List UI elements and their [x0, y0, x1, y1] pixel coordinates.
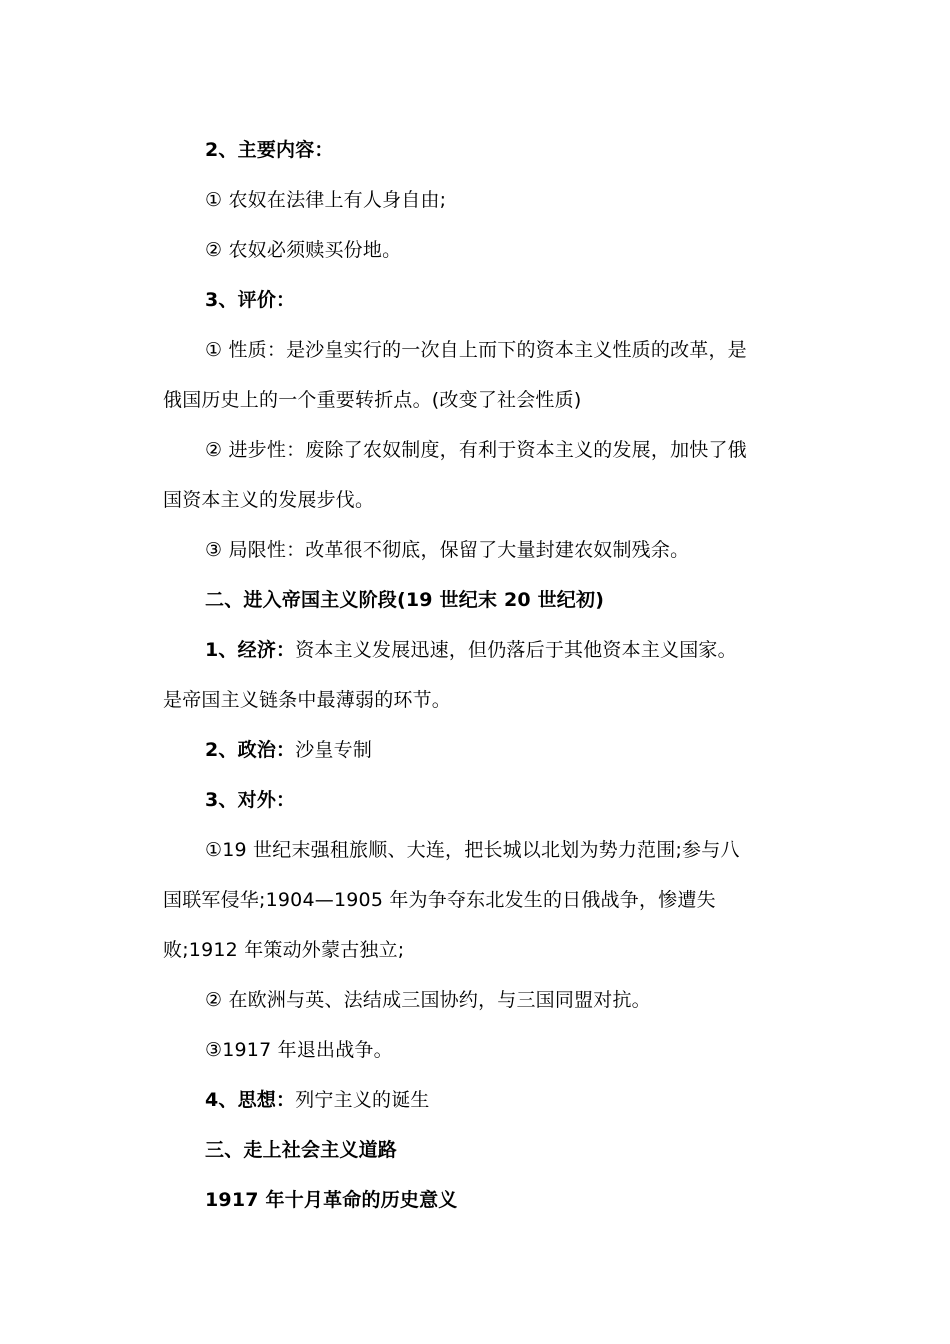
section-heading-socialism: 三、走上社会主义道路: [205, 1139, 398, 1161]
paragraph-line: 败;1912 年策动外蒙古独立;: [163, 939, 405, 961]
section-heading-imperialism: 二、进入帝国主义阶段(19 世纪末 20 世纪初): [205, 589, 605, 611]
document-body: [163, 125, 793, 1225]
paragraph-line: 俄国历史上的一个重要转折点。(改变了社会性质): [163, 389, 582, 411]
paragraph-line: ③1917 年退出战争。: [205, 1039, 393, 1061]
heading-politics: 2、政治：沙皇专制: [205, 739, 373, 761]
paragraph-line: ① 性质：是沙皇实行的一次自上而下的资本主义性质的改革，是: [205, 339, 747, 361]
heading-economy: 1、经济：资本主义发展迅速，但仍落后于其他资本主义国家。: [205, 639, 737, 661]
paragraph-line: ② 农奴必须赎买份地。: [205, 239, 402, 261]
paragraph-line: 国资本主义的发展步伐。: [163, 489, 375, 511]
paragraph-line: ② 进步性：废除了农奴制度，有利于资本主义的发展，加快了俄: [205, 439, 747, 461]
heading-october-revolution: 1917 年十月革命的历史意义: [205, 1189, 458, 1211]
paragraph-line: 是帝国主义链条中最薄弱的环节。: [163, 689, 452, 711]
heading-thought: 4、思想：列宁主义的诞生: [205, 1089, 430, 1111]
paragraph-line: 国联军侵华;1904—1905 年为争夺东北发生的日俄战争，惨遭失: [163, 889, 716, 911]
paragraph-line: ③ 局限性：改革很不彻底，保留了大量封建农奴制残余。: [205, 539, 690, 561]
heading-evaluation: 3、评价：: [205, 289, 296, 311]
paragraph-line: ①19 世纪末强租旅顺、大连，把长城以北划为势力范围;参与八: [205, 839, 740, 861]
paragraph-line: ② 在欧洲与英、法结成三国协约，与三国同盟对抗。: [205, 989, 651, 1011]
heading-main-content: 2、主要内容：: [205, 139, 334, 161]
paragraph-line: ① 农奴在法律上有人身自由;: [205, 189, 447, 211]
heading-foreign: 3、对外：: [205, 789, 296, 811]
